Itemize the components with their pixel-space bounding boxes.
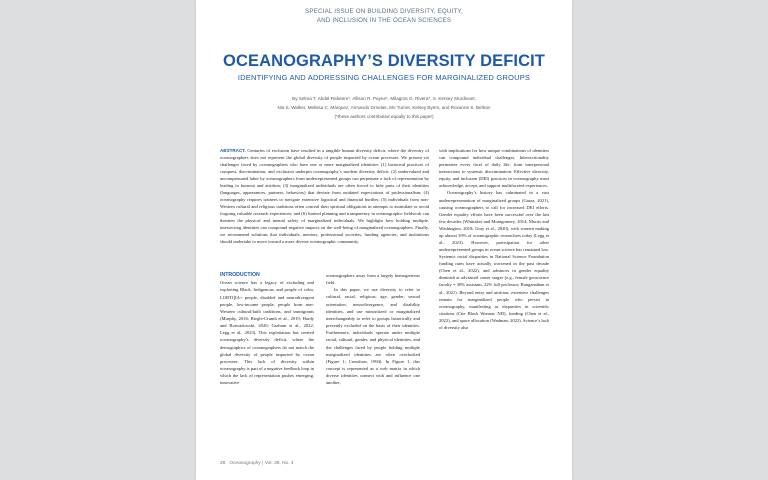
section-heading-introduction: INTRODUCTION <box>220 272 260 278</box>
page-footer <box>220 461 294 466</box>
author-block <box>216 94 552 121</box>
intro-paragraph: Ocean science has a legacy of excluding and exploiting Black, Indigenous, and people of color, LGBTQIA+ people, disabled and neurodivergent people, low-income people, people from non-Western cultural/faith traditions, and immigrants (Murphy, 2016; Riegle-Crumb et al., 2019; Hardy and Rotwadowski, 2020; Graham et al., 2022; Legg et al., 2023). This exploitation has created oceanography’s diversity deficit, where the demographics of oceanographers do not match the global diversity of people impacted by ocean processes. This lack of diversity within oceanography is part of a negative feedback loop in which the lack of representation pushes emerging, innovative <box>220 280 314 386</box>
special-issue-line-1: SPECIAL ISSUE ON BUILDING DIVERSITY, EQUITY, <box>305 8 463 15</box>
middle-column <box>326 272 420 387</box>
abstract-text: Centuries of exclusion have resulted in a tangible human diversity deficit, where the diversity of oceanographers does not represent the global diversity of people impacted by ocean processes. We present six challenges faced by oceanographers who have one or more marginalized identities: (1) historical practices of conquest, discrimination, and exclusion underpin oceanography’s modern diversity deficit; (2) undervalued and uncompensated labor by oceanographers from underrepresented groups can perpetuate a lack of representation by leading to burnout and attrition; (3) marginalized individuals are often forced to hide parts of their identities (languages, appearances, partners, behaviors) that deviate from outdated expectations of professionalism; (4) oceanography requires trainees to navigate extensive logistical and financial hurdles; (5) individuals from non-Western cultural and religious traditions often conceal their spiritual obligations in attempts to assimilate or avoid forgoing valuable research experiences; and (6) limited planning and transparency in oceanographic fieldwork can threaten the physical and mental safety of marginalized individuals. We highlight how holding multiple, intersecting identities can compound negative impacts on the well-being of marginalized oceanographers. Finally, we recommend solutions that individuals, mentors, professional societies, funding agencies, and institutions should undertake to move toward a more diverse oceanographic community. <box>220 148 429 245</box>
article-title: OCEANOGRAPHY’S DIVERSITY DEFICIT <box>223 52 545 70</box>
author-line-1: By Selma T. Abdel-Raheem*, Allison R. Payne*, Milagros G. Rivera*, S. Kersey Sturdivant, <box>292 96 476 101</box>
page-number: 28 <box>220 461 226 466</box>
abstract-lead: ABSTRACT. <box>220 148 246 153</box>
special-issue-banner <box>196 8 572 25</box>
abstract <box>220 147 429 245</box>
intro-column <box>220 272 314 387</box>
middle-paragraph-2: In this paper, we use diversity to refer to cultural, racial, religious, age, gender, sexual orientation, neurodivergence, and disability identities, and use minoritized or marginalized interchangeably to refer to groups historically and presently excluded on the basis of their identities. Furthermore, individuals operate under multiple racial, cultural, gender, and physical identities, and the challenges faced by people holding multiple marginalized identities are often overlooked (Figure 1; Crenshaw, 1994). In Figure 1, this concept is represented as a web matrix in which diverse identities connect with and influence one another, <box>326 287 420 386</box>
right-column <box>439 147 549 331</box>
article-page <box>196 0 572 480</box>
special-issue-line-2: AND INCLUSION IN THE OCEAN SCIENCES <box>316 16 452 24</box>
author-line-2: Nia S. Walker, Melissa C. Márquez, Armando Ornelas, Mo Turner, Kelsey Byers, and Roxanne S. Beltran <box>277 105 491 110</box>
journal-volume: | Vol. 36, No. 4 <box>262 461 294 466</box>
author-note: (*these authors contributed equally to this paper) <box>334 114 434 119</box>
middle-paragraph-1: oceanographers away from a largely homogeneous field. <box>326 273 420 286</box>
article-subtitle: IDENTIFYING AND ADDRESSING CHALLENGES FOR MARGINALIZED GROUPS <box>237 73 531 82</box>
journal-name: Oceanography <box>229 461 261 466</box>
right-paragraph-1: with implications for how unique combinations of identities can compound individual challenges. Intersectionality permeates every facet of daily life, from interpersonal interactions to systemic discrimination. Effective diversity, equity, and inclusion (DEI) practices in oceanography must acknowledge, accept, and support multifaceted experiences. <box>439 148 549 189</box>
right-paragraph-2: Oceanography’s history has culminated in a vast underrepresentation of marginalized groups (Garza, 2021), causing oceanographers to call for increased DEI efforts. Gender equality efforts have been successful over the last few decades (Whittaker and Montgomery, 2014; Morris and Washington, 2018; Gray et al., 2020), with women making up almost 39% of oceanographic researchers today (Legg et al., 2023). However, participation for other underrepresented groups in ocean science has remained low. Systemic racial disparities in National Science Foundation funding rates have actually worsened in the past decade (Chen et al., 2022), and advances in gender equality diminish at advanced career stages (e.g., female geoscience faculty = 30% assistant, 22% full professor; Ranganathan et al., 2021). Beyond entry and attrition, extensive challenges remain for marginalized people who persist in oceanography, manifesting as disparities in scientific citations (Cite Black Women, ND), funding (Chen et al., 2022), and space allocation (Wadman, 2023). Science’s lack of diversity also <box>439 190 549 330</box>
